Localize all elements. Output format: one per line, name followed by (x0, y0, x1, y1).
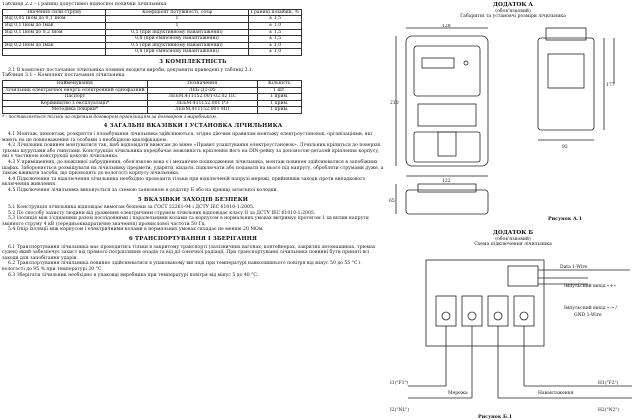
table-cell: 0,5 (при індуктивному навантаженні) (106, 42, 249, 49)
table-cell: ± 1,5 (248, 36, 301, 43)
figure-a-caption: Рисунок А.1 (548, 216, 582, 222)
table-header: Найменування (3, 81, 148, 88)
meter-side-panel (548, 54, 584, 88)
terminal-i1 (436, 296, 456, 326)
table-header-row (3, 9, 302, 16)
wiring-diagram (388, 256, 638, 420)
table-header-row (3, 81, 302, 88)
table-row (3, 100, 302, 107)
meter-display (422, 58, 454, 68)
terminal-i2 (462, 296, 482, 326)
table-cell: ± 1,0 (248, 49, 301, 56)
table-cell: Керівництво з експлуатації* (3, 100, 148, 107)
paragraph: 4.2 Лічильник повинен монтуватися так, щоб відповідати вимогам до вінне «Правил улаштування електроустановок». Лічильник кріпиться до поверхні трьома шурупами або гвинтами. Конструкція лічильника передбачає можливість кріплення його на DIN-рейку за допомогою деталей кріплення корпусу, які є частиною конструкції цоколю лічильника. (2, 143, 381, 160)
paragraph: 6.2 Транспортування лічильника повинно здійснюватися в упакованому вигляді при температурі навколишнього повітря від мінус 50 до 55 °С і вологості до 95 % при температурі 30 °С. (2, 261, 361, 273)
figure-b-caption: Рисунок Б.1 (478, 414, 513, 420)
table31-note: * - поставляється тільки за окремим договором організаціям за договором з виробником. (2, 115, 218, 120)
label-i1: I1("F1") (390, 381, 409, 386)
table-cell: 1 шт. (257, 87, 301, 94)
meter-window (414, 46, 480, 96)
table-header: Кількість (257, 81, 301, 88)
section-6-title: 6 ТРАНСПОРТУВАННЯ І ЗБЕРІГАННЯ (128, 236, 258, 243)
meter-bottom-top (418, 184, 476, 192)
table-row (3, 87, 302, 94)
paragraph: 4.1 Монтаж, демонтаж, розкриття і пломбування лічильника здійснюються, згідно діючим правилам монтажу електроустановок, організаціями, які мають на це повноваження та особами з необхідною кваліфікацією. (2, 131, 372, 143)
paragraph: 5.2 По способу захисту людини від ураження електричним струмом лічильник відповідає класу II за ДСТУ IEC 61010-1:2005. (8, 210, 316, 216)
table-cell: 1 (106, 16, 249, 23)
table-3-1 (2, 80, 302, 114)
label-h1: H1("F2") (598, 381, 619, 386)
section-6-body (2, 245, 384, 279)
table-row (3, 23, 302, 30)
table-cell: Від 0,1 Iном до Iмак (3, 23, 106, 30)
label-gnd-1wire: GND 1-Wire (574, 313, 602, 318)
paragraph: 6.3 Зберігати лічильник необхідно в упаковці виробника при температурі повітря від мінус 5 до 40 °С. (8, 272, 259, 278)
table-cell: ЛЕБМ.411152.001 МП (147, 107, 257, 114)
dimension-drawing (388, 24, 638, 224)
screw-icon (442, 312, 450, 320)
table-header: Позначення (147, 81, 257, 88)
label-mains: Мережа (448, 391, 468, 396)
table22-caption: Таблиця 2.2 – Границі допустимої відносної похибки лічильника (2, 2, 167, 7)
terminal-cover (414, 132, 480, 162)
left-column (2, 2, 384, 418)
table-row (3, 49, 302, 56)
table-cell (3, 49, 106, 56)
paragraph: 5.3 Ізоляція між з'єднаними разом послідовними і паралельними колами та корпусом в нормальних умовах витримує протягом 1 хв вплив напруги змінного струму 4 кВ (середньоквадратичне значення) промислової частоти 50 Гц. (2, 216, 369, 227)
section-5-title: 5 ВКАЗІВКИ ЗАХОДІВ БЕЗПЕКИ (137, 196, 249, 203)
table-cell (3, 36, 106, 43)
table-cell: 0,8 (при ємнісному навантаженні) (106, 36, 249, 43)
terminal-h1 (514, 296, 534, 326)
section-4-body (2, 132, 384, 194)
dim-label: 65 (389, 199, 395, 204)
dim-label: 122 (442, 179, 451, 184)
appendix-b-mandatory: (обов'язковий) (495, 236, 531, 242)
label-pulse-minus: Імпульсний вихід «-» / (564, 306, 617, 311)
table-cell: Від 0,05 Iном до 0,1 Iном (3, 16, 106, 23)
appendix-b-subtitle: Схема підключення лічильника (474, 242, 552, 248)
label-load: Навантаження (538, 391, 574, 396)
table-row (3, 36, 302, 43)
paragraph: 4.4 Підключення та відключення лічильника необхідно проводити тільки при відключеній напрузі мережі, прийнявши заходи проти випадкового включення живлення. (2, 176, 366, 188)
terminal-cover-notch (438, 132, 456, 156)
label-pulse-plus: Імпульсний вихід «+» (564, 284, 617, 289)
appendix-a-subtitle: Габаритні та установчі розміри лічильника (460, 14, 566, 20)
table-cell: 0,5 (при індуктивному навантаженні) (106, 29, 249, 36)
table-cell: ± 1,0 (248, 42, 301, 49)
table-cell: 1 (106, 23, 249, 30)
table-cell: Паспорт (3, 94, 148, 101)
label-h2: H2("N2") (598, 408, 620, 413)
appendix-b-title: ДОДАТОК Б (492, 230, 534, 236)
paragraph: 4.3 У приміщеннях, до можливої забруднення, обов'язково вона є і механічне пошкодження лічильника, монтаж повинен здійснюватися в запобіжних шафах. Забороняється розміщувати на лічильнику предмети, ударяти, кидати, підключати або подавати на нього під напругу, обробляти струмами дуже, а також вживати засоби, що призводять до вологості корпусу лічильника. (2, 159, 384, 177)
table-cell: 1 прим. (257, 94, 301, 101)
table-cell: ± 1,0 (248, 23, 301, 30)
paragraph: 3.1 В комплект постачання лічильника повинні входити вироби, документи приведені у таблиці 3.1. (8, 67, 254, 73)
aux-terminals (508, 266, 538, 286)
table-cell: 1 прим. (257, 107, 301, 114)
table-row (3, 107, 302, 114)
dim-label: 177 (606, 83, 615, 88)
table-cell: ± 1,5 (248, 16, 301, 23)
section-3-title: 3 КОМПЛЕКТНІСТЬ (159, 59, 227, 65)
table-cell: Від 0,2 Iном до Iмак (3, 42, 106, 49)
label-i2: I2("N1") (390, 408, 410, 413)
table-row (3, 29, 302, 36)
table-cell: ЛЕБМ.411152.001 РЭ (147, 100, 257, 107)
table-cell: ЛЕБ-Д1-D5 (147, 87, 257, 94)
dim-label: 128 (442, 24, 451, 29)
label-data-1wire: Data 1-Wire (560, 265, 588, 270)
screw-icon (494, 312, 502, 320)
table-cell: 1 прим. (257, 100, 301, 107)
right-column (388, 0, 638, 420)
table-cell: Лічильник електричної енергії електронний однофазний (3, 87, 148, 94)
screw-icon (520, 312, 528, 320)
table-cell: Від 0,1 Iном до 0,2 Iном (3, 29, 106, 36)
table-header: Коефіцієнт потужності, cosφ (106, 9, 249, 16)
paragraph: 5.1 Конструкція лічильника відповідає вимогам безпеки за ГОСТ 22261-94 і ДСТУ IEC 61010-1:2005. (8, 205, 255, 211)
terminal-h2 (488, 296, 508, 326)
paragraph: 6.1 Транспортування лічильника має проводитись тільки в закритому транспорті (залізничних вагонах, контейнерах, закритих автомашинах, трюмах суден) який забезпечує захист від прямого потрапляння опадів та від дії сонячної радіації. При транспортуванні лічильника повинні бути приняті всі заходи для запобігання ударів. (2, 244, 376, 261)
meter-label-plate (418, 104, 476, 126)
table-row (3, 42, 302, 49)
section-5-body (2, 205, 384, 233)
table-header: Значення сили струму (3, 9, 106, 16)
table-header: Границі похибки, % (248, 9, 301, 16)
terminal-block (426, 260, 544, 346)
appendix-a-mandatory: (обов'язковий) (495, 8, 531, 14)
paragraph: 4.5 Підключення лічильника виконується за схемою заявленою в додатку Б або на кришці затискної колодки. (8, 187, 279, 193)
paragraph: 5.4 Опір ізоляції між корпусом і електричними колами в нормальних умовах складає не менше 20 МОм. (8, 227, 264, 233)
led-indicator (464, 61, 468, 65)
dim-label: 92 (562, 145, 568, 150)
dim-label: 210 (390, 101, 399, 106)
table-cell: 0,8 (при ємнісному навантаженні) (106, 49, 249, 56)
table-cell: ± 1,5 (248, 29, 301, 36)
table-cell: ЛЕБМ.411152.001-02.02 ПС (147, 94, 257, 101)
appendix-a-title: ДОДАТОК А (492, 2, 533, 8)
table-row (3, 16, 302, 23)
meter-front-outline (406, 36, 488, 166)
table-2-2 (2, 9, 302, 56)
table-cell: Методика повірки* (3, 107, 148, 114)
meter-side-outline (538, 38, 594, 130)
table31-caption: Таблиця 3.1 – Комплект постачання лічильника (2, 73, 125, 79)
meter-bottom-outline (406, 190, 488, 214)
screw-icon (468, 312, 476, 320)
section-4-title: 4 ЗАГАЛЬНІ ВКАЗІВКИ І УСТАНОВКА ЛІЧИЛЬНИКА (103, 123, 283, 130)
table-row (3, 94, 302, 101)
